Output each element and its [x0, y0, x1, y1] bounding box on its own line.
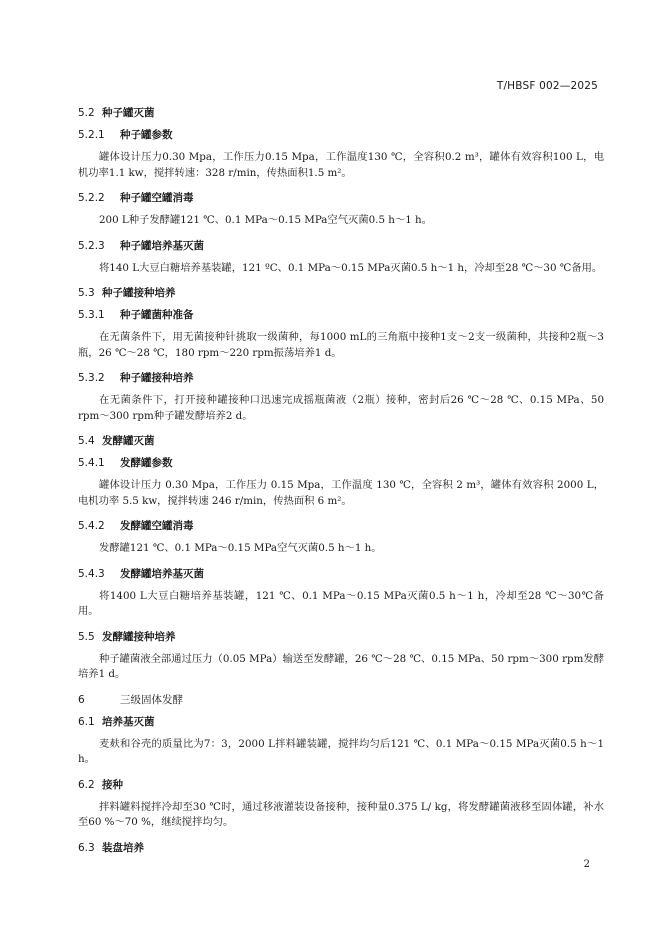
section-number: 5.3.1 — [78, 309, 105, 321]
section-title: 种子罐灭菌 — [102, 107, 155, 119]
paragraph: 200 L种子发酵罐121 ℃、0.1 MPa～0.15 MPa空气灭菌0.5 h～1 h。 — [99, 214, 432, 226]
paragraph: 罐体设计压力 0.30 Mpa，工作压力 0.15 Mpa，工作温度 130 ℃，全容积 2 m³，罐体有效容积 2000 L，电机功率 5.5 kw，搅拌转速 246 r/min，传热面积 6 m²。 — [78, 479, 604, 507]
section-title: 种子罐接种培养 — [120, 372, 194, 384]
paragraph: 麦麸和谷壳的质量比为7：3，2000 L拌料罐装罐，搅拌均匀后121 ℃、0.1 MPa～0.15 MPa灭菌0.5 h～1 h。 — [78, 737, 604, 765]
section-title: 种子罐接种培养 — [102, 287, 176, 299]
page-number: 2 — [583, 859, 590, 870]
paragraph: 将1400 L大豆白糖培养基装罐，121 ℃、0.1 MPa～0.15 MPa灭菌0.5 h～1 h，冷却至28 ℃～30℃备用。 — [78, 589, 604, 617]
section-heading — [78, 304, 604, 326]
section-number: 5.4.2 — [78, 520, 105, 532]
section-heading — [78, 515, 604, 537]
section-heading — [78, 235, 604, 257]
section-title: 种子罐空罐消毒 — [120, 192, 194, 204]
section-heading — [78, 124, 604, 146]
paragraph: 在无菌条件下，打开接种罐接种口迅速完成摇瓶菌液（2瓶）接种，密封后26 ℃～28 ℃、0.15 MPa、50 rpm～300 rpm种子罐发酵培养2 d。 — [78, 394, 604, 422]
section-heading — [78, 430, 604, 452]
section-title: 发酵罐接种培养 — [102, 630, 176, 643]
paragraph: 将140 L大豆白糖培养基装罐，121 ºC、0.1 MPa～0.15 MPa灭菌0.5 h～1 h，冷却至28 ℃～30 ℃备用。 — [99, 261, 603, 274]
paragraph: 发酵罐121 ℃、0.1 MPa～0.15 MPa空气灭菌0.5 h～1 h。 — [99, 542, 382, 554]
paragraph: 拌料罐料搅拌冷却至30 ℃时，通过移液灌装设备接种，接种量0.375 L/ kg，将发酵罐菌液移至固体罐，补水至60 %～70 %，继续搅拌均匀。 — [78, 800, 604, 828]
section-number: 6.1 — [78, 715, 95, 728]
section-number: 5.2.1 — [78, 129, 105, 141]
section-title: 种子罐参数 — [120, 129, 173, 141]
section-heading — [78, 452, 604, 474]
section-title: 培养基灭菌 — [102, 715, 155, 728]
section-heading — [78, 711, 604, 733]
section-number: 6.3 — [78, 841, 95, 854]
section-number: 5.2.3 — [78, 239, 105, 252]
section-number: 5.2 — [78, 107, 95, 119]
section-heading — [78, 626, 604, 648]
section-heading — [78, 563, 604, 585]
section-number: 5.5 — [78, 630, 95, 643]
section-heading — [78, 282, 604, 304]
paragraph: 种子罐菌液全部通过压力（0.05 MPa）输送至发酵罐，26 ℃～28 ℃、0.15 MPa、50 rpm～300 rpm发酵培养1 d。 — [78, 652, 604, 680]
section-title: 发酵罐培养基灭菌 — [120, 567, 204, 580]
section-number: 5.4 — [78, 435, 95, 447]
section-number: 6 — [78, 693, 85, 706]
section-heading — [78, 187, 604, 209]
section-title: 接种 — [102, 778, 123, 791]
section-number: 5.3.2 — [78, 372, 105, 384]
paragraph: 在无菌条件下，用无菌接种针挑取一级菌种，每1000 mL的三角瓶中接种1支～2支一级菌种，共接种2瓶～3瓶，26 ℃～28 ℃，180 rpm～220 rpm振荡培养1 d。 — [78, 331, 604, 359]
section-number: 5.3 — [78, 287, 95, 299]
section-number: 5.4.3 — [78, 567, 105, 580]
document-code: T/HBSF 002—2025 — [496, 80, 598, 92]
section-title: 种子罐培养基灭菌 — [120, 239, 204, 252]
section-heading — [78, 837, 604, 859]
section-title: 装盘培养 — [102, 841, 144, 854]
section-number: 5.4.1 — [78, 457, 105, 469]
section-number: 6.2 — [78, 778, 95, 791]
section-heading — [78, 689, 604, 711]
section-heading — [78, 102, 604, 124]
section-title: 发酵罐参数 — [120, 457, 173, 469]
document-body — [78, 102, 604, 859]
section-title: 发酵罐灭菌 — [102, 435, 155, 447]
section-heading — [78, 367, 604, 389]
section-number: 5.2.2 — [78, 192, 105, 204]
section-title: 种子罐菌种准备 — [120, 309, 194, 321]
section-title: 发酵罐空罐消毒 — [120, 520, 194, 532]
section-title: 三级固体发酵 — [120, 693, 183, 706]
paragraph: 罐体设计压力0.30 Mpa，工作压力0.15 Mpa，工作温度130 ℃，全容积0.2 m³，罐体有效容积100 L，电机功率1.1 kw，搅拌转速：328 r/min，传热面积1.5 m²。 — [78, 151, 604, 179]
section-heading — [78, 774, 604, 796]
